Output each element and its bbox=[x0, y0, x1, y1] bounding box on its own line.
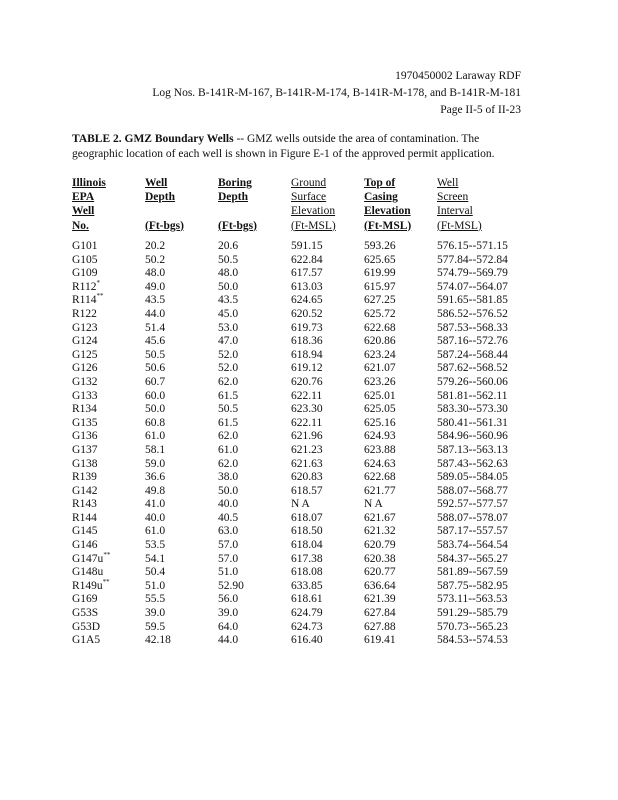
column-header-line: Surface bbox=[291, 191, 327, 204]
cell-screen-interval: 588.07--578.07 bbox=[437, 511, 508, 524]
cell-well-depth: 43.5 bbox=[145, 294, 166, 307]
column-header-line: EPA bbox=[72, 191, 95, 204]
cell-well-depth: 51.0 bbox=[145, 579, 166, 592]
cell-well-no: G142 bbox=[72, 484, 98, 497]
cell-boring-depth: 50.5 bbox=[218, 403, 239, 416]
cell-well-no: R144 bbox=[72, 511, 97, 524]
cell-boring-depth: 61.5 bbox=[218, 416, 239, 429]
column-header-line: Casing bbox=[364, 191, 398, 204]
cell-boring-depth: 50.0 bbox=[218, 484, 239, 497]
cell-casing-elevation: 615.97 bbox=[364, 280, 396, 293]
cell-well-no: G136 bbox=[72, 430, 98, 443]
cell-well-no: G124 bbox=[72, 335, 98, 348]
cell-casing-elevation: 621.32 bbox=[364, 525, 396, 538]
cell-ground-elevation: 618.04 bbox=[291, 539, 323, 552]
log-numbers-line: Log Nos. B-141R-M-167, B-141R-M-174, B-141R-M-178, and B-141R-M-181 bbox=[152, 87, 521, 99]
cell-casing-elevation: 621.07 bbox=[364, 362, 396, 375]
cell-ground-elevation: 622.11 bbox=[291, 416, 323, 429]
cell-ground-elevation: 624.65 bbox=[291, 294, 323, 307]
cell-casing-elevation: 623.88 bbox=[364, 443, 396, 456]
cell-boring-depth: 62.0 bbox=[218, 457, 239, 470]
cell-well-depth: 53.5 bbox=[145, 539, 166, 552]
footnote-marker: ** bbox=[103, 550, 111, 559]
cell-boring-depth: 20.6 bbox=[218, 240, 239, 252]
cell-well-depth: 49.0 bbox=[145, 280, 166, 293]
cell-screen-interval: 574.79--569.79 bbox=[437, 267, 508, 280]
cell-screen-interval: 587.62--568.52 bbox=[437, 362, 508, 375]
cell-boring-depth: 57.0 bbox=[218, 539, 239, 552]
cell-casing-elevation: 620.86 bbox=[364, 335, 396, 348]
cell-ground-elevation: 618.08 bbox=[291, 566, 323, 579]
cell-ground-elevation: 622.84 bbox=[291, 253, 323, 266]
column-header-line: Depth bbox=[218, 191, 249, 204]
column-header-line: Elevation bbox=[291, 205, 336, 218]
cell-screen-interval: 587.43--562.63 bbox=[437, 457, 508, 470]
cell-well-depth: 50.5 bbox=[145, 348, 166, 361]
column-header-boring-depth bbox=[218, 176, 257, 233]
cell-casing-elevation: 622.68 bbox=[364, 321, 396, 334]
cell-well-depth: 55.5 bbox=[145, 593, 166, 606]
cell-screen-interval: 589.05--584.05 bbox=[437, 471, 508, 484]
table-label: TABLE 2. GMZ Boundary Wells bbox=[72, 133, 234, 145]
cell-screen-interval: 592.57--577.57 bbox=[437, 498, 508, 511]
cell-well-depth: 50.6 bbox=[145, 362, 166, 375]
cell-boring-depth: 52.0 bbox=[218, 362, 239, 375]
column-header-line: (Ft-bgs) bbox=[218, 219, 257, 232]
cell-boring-depth: 61.5 bbox=[218, 389, 239, 402]
cell-boring-depth: 44.0 bbox=[218, 634, 239, 647]
cell-boring-depth: 63.0 bbox=[218, 525, 239, 538]
cell-screen-interval: 581.81--562.11 bbox=[437, 389, 508, 402]
cell-ground-elevation: 633.85 bbox=[291, 579, 323, 592]
cell-well-no: G109 bbox=[72, 267, 98, 280]
cell-casing-elevation: 621.67 bbox=[364, 511, 396, 524]
cell-well-no: G126 bbox=[72, 362, 98, 375]
cell-casing-elevation: 619.41 bbox=[364, 634, 396, 647]
cell-ground-elevation: 622.11 bbox=[291, 389, 323, 402]
cell-ground-elevation: 621.63 bbox=[291, 457, 323, 470]
column-header-casing-elevation bbox=[364, 176, 411, 233]
cell-casing-elevation: 623.26 bbox=[364, 375, 396, 388]
cell-screen-interval: 584.37--565.27 bbox=[437, 552, 508, 565]
caption-text: -- GMZ wells outside the area of contamination. The bbox=[233, 133, 480, 145]
cell-well-depth: 61.0 bbox=[145, 525, 166, 538]
cell-well-no: G135 bbox=[72, 416, 98, 429]
document-id-line: 1970450002 Laraway RDF bbox=[395, 70, 521, 82]
column-header-line: Well bbox=[437, 177, 459, 189]
cell-ground-elevation: 591.15 bbox=[291, 240, 323, 252]
cell-ground-elevation: N A bbox=[291, 498, 310, 511]
cell-casing-elevation: N A bbox=[364, 498, 383, 511]
cell-screen-interval: 586.52--576.52 bbox=[437, 307, 508, 320]
column-header-line: No. bbox=[72, 219, 89, 232]
cell-casing-elevation: 627.84 bbox=[364, 607, 396, 620]
cell-well-depth: 58.1 bbox=[145, 443, 166, 456]
cell-screen-interval: 587.13--563.13 bbox=[437, 443, 508, 456]
cell-casing-elevation: 627.25 bbox=[364, 294, 396, 307]
cell-boring-depth: 40.0 bbox=[218, 498, 239, 511]
cell-well-depth: 42.18 bbox=[145, 634, 171, 647]
cell-well-no: G147u** bbox=[72, 550, 111, 565]
cell-boring-depth: 53.0 bbox=[218, 321, 239, 334]
cell-screen-interval: 588.07--568.77 bbox=[437, 484, 508, 497]
column-header-line bbox=[218, 204, 257, 218]
cell-well-no: G145 bbox=[72, 525, 98, 538]
page-number: Page II-5 of II-23 bbox=[440, 104, 521, 116]
footnote-marker: ** bbox=[96, 292, 104, 301]
cell-screen-interval: 584.96--560.96 bbox=[437, 430, 508, 443]
cell-well-no: R139 bbox=[72, 471, 97, 484]
cell-well-depth: 48.0 bbox=[145, 267, 166, 280]
cell-well-depth: 51.4 bbox=[145, 321, 166, 334]
cell-well-no: G125 bbox=[72, 348, 98, 361]
cell-well-no: G133 bbox=[72, 389, 98, 402]
cell-screen-interval: 570.73--565.23 bbox=[437, 620, 508, 633]
cell-screen-interval: 583.74--564.54 bbox=[437, 539, 508, 552]
column-header-line: Boring bbox=[218, 177, 252, 189]
cell-well-no: G137 bbox=[72, 443, 98, 456]
column-header-line: Depth bbox=[145, 191, 176, 204]
cell-well-depth: 41.0 bbox=[145, 498, 166, 511]
cell-well-no: R114** bbox=[72, 292, 104, 307]
column-header-ground-elevation bbox=[291, 176, 336, 233]
cell-ground-elevation: 621.96 bbox=[291, 430, 323, 443]
column-header-line: Well bbox=[145, 177, 168, 189]
cell-boring-depth: 51.0 bbox=[218, 566, 239, 579]
cell-boring-depth: 62.0 bbox=[218, 430, 239, 443]
cell-well-no: R112* bbox=[72, 278, 100, 293]
column-header-line: Interval bbox=[437, 205, 473, 218]
cell-boring-depth: 47.0 bbox=[218, 335, 239, 348]
cell-screen-interval: 587.17--557.57 bbox=[437, 525, 508, 538]
cell-well-depth: 36.6 bbox=[145, 471, 166, 484]
cell-screen-interval: 579.26--560.06 bbox=[437, 375, 508, 388]
cell-ground-elevation: 619.73 bbox=[291, 321, 323, 334]
column-header-well-no bbox=[72, 176, 106, 233]
cell-boring-depth: 43.5 bbox=[218, 294, 239, 307]
cell-ground-elevation: 620.83 bbox=[291, 471, 323, 484]
column-header-line: Ground bbox=[291, 177, 327, 189]
cell-casing-elevation: 625.65 bbox=[364, 253, 396, 266]
cell-ground-elevation: 618.07 bbox=[291, 511, 323, 524]
cell-well-no: G1A5 bbox=[72, 634, 101, 647]
cell-well-no: R122 bbox=[72, 307, 97, 320]
cell-well-no: G138 bbox=[72, 457, 98, 470]
cell-ground-elevation: 620.76 bbox=[291, 375, 323, 388]
cell-boring-depth: 39.0 bbox=[218, 607, 239, 620]
cell-casing-elevation: 621.77 bbox=[364, 484, 396, 497]
cell-casing-elevation: 625.01 bbox=[364, 389, 396, 402]
cell-ground-elevation: 618.94 bbox=[291, 348, 323, 361]
cell-well-depth: 50.4 bbox=[145, 566, 166, 579]
cell-ground-elevation: 616.40 bbox=[291, 634, 323, 647]
column-header-well-depth bbox=[145, 176, 184, 233]
footnote-marker: ** bbox=[102, 577, 110, 586]
cell-well-no: G148u bbox=[72, 566, 104, 579]
cell-ground-elevation: 621.23 bbox=[291, 443, 323, 456]
cell-screen-interval: 587.24--568.44 bbox=[437, 348, 508, 361]
cell-well-depth: 40.0 bbox=[145, 511, 166, 524]
cell-boring-depth: 40.5 bbox=[218, 511, 239, 524]
cell-casing-elevation: 625.05 bbox=[364, 403, 396, 416]
cell-screen-interval: 591.65--581.85 bbox=[437, 294, 508, 307]
cell-ground-elevation: 624.73 bbox=[291, 620, 323, 633]
cell-well-no: G101 bbox=[72, 240, 98, 252]
cell-ground-elevation: 613.03 bbox=[291, 280, 323, 293]
cell-ground-elevation: 620.52 bbox=[291, 307, 323, 320]
cell-well-depth: 61.0 bbox=[145, 430, 166, 443]
cell-casing-elevation: 620.38 bbox=[364, 552, 396, 565]
cell-casing-elevation: 620.79 bbox=[364, 539, 396, 552]
cell-casing-elevation: 621.39 bbox=[364, 593, 396, 606]
cell-ground-elevation: 618.57 bbox=[291, 484, 323, 497]
cell-screen-interval: 587.53--568.33 bbox=[437, 321, 508, 334]
cell-casing-elevation: 627.88 bbox=[364, 620, 396, 633]
cell-well-no: G123 bbox=[72, 321, 98, 334]
cell-well-depth: 54.1 bbox=[145, 552, 166, 565]
cell-casing-elevation: 619.99 bbox=[364, 267, 396, 280]
cell-ground-elevation: 618.61 bbox=[291, 593, 323, 606]
cell-boring-depth: 50.5 bbox=[218, 253, 239, 266]
cell-boring-depth: 50.0 bbox=[218, 280, 239, 293]
cell-screen-interval: 591.29--585.79 bbox=[437, 607, 508, 620]
cell-well-depth: 59.5 bbox=[145, 620, 166, 633]
cell-well-depth: 50.2 bbox=[145, 253, 166, 266]
cell-well-depth: 20.2 bbox=[145, 240, 166, 252]
cell-screen-interval: 581.89--567.59 bbox=[437, 566, 508, 579]
footnote-marker: * bbox=[96, 278, 100, 287]
cell-screen-interval: 587.16--572.76 bbox=[437, 335, 508, 348]
cell-well-no: G53D bbox=[72, 620, 101, 633]
cell-casing-elevation: 593.26 bbox=[364, 240, 396, 252]
cell-screen-interval: 583.30--573.30 bbox=[437, 403, 508, 416]
cell-boring-depth: 52.0 bbox=[218, 348, 239, 361]
cell-well-no: G146 bbox=[72, 539, 98, 552]
column-header-screen-interval bbox=[437, 176, 482, 233]
table-caption bbox=[72, 133, 479, 145]
cell-well-depth: 45.6 bbox=[145, 335, 166, 348]
cell-well-depth: 49.8 bbox=[145, 484, 166, 497]
column-header-line: Top of bbox=[364, 177, 396, 189]
cell-well-no: G169 bbox=[72, 593, 98, 606]
cell-screen-interval: 584.53--574.53 bbox=[437, 634, 508, 647]
cell-casing-elevation: 623.24 bbox=[364, 348, 396, 361]
cell-ground-elevation: 617.38 bbox=[291, 552, 323, 565]
column-header-line: (Ft-bgs) bbox=[145, 219, 184, 232]
cell-well-no: R143 bbox=[72, 498, 97, 511]
cell-well-no: R134 bbox=[72, 403, 97, 416]
cell-boring-depth: 52.90 bbox=[218, 579, 244, 592]
cell-well-depth: 44.0 bbox=[145, 307, 166, 320]
cell-casing-elevation: 622.68 bbox=[364, 471, 396, 484]
cell-well-depth: 39.0 bbox=[145, 607, 166, 620]
cell-casing-elevation: 625.16 bbox=[364, 416, 396, 429]
cell-screen-interval: 574.07--564.07 bbox=[437, 280, 508, 293]
column-header-line: Well bbox=[72, 205, 95, 218]
cell-casing-elevation: 636.64 bbox=[364, 579, 396, 592]
cell-ground-elevation: 623.30 bbox=[291, 403, 323, 416]
cell-well-no: G53S bbox=[72, 607, 99, 620]
column-header-line: Illinois bbox=[72, 177, 106, 189]
cell-boring-depth: 57.0 bbox=[218, 552, 239, 565]
cell-casing-elevation: 620.77 bbox=[364, 566, 396, 579]
cell-ground-elevation: 618.50 bbox=[291, 525, 323, 538]
column-header-line: Screen bbox=[437, 191, 469, 204]
cell-casing-elevation: 625.72 bbox=[364, 307, 396, 320]
cell-well-depth: 50.0 bbox=[145, 403, 166, 416]
cell-ground-elevation: 619.12 bbox=[291, 362, 323, 375]
column-header-line: (Ft-MSL) bbox=[437, 219, 482, 232]
cell-well-no: R149u** bbox=[72, 577, 110, 592]
cell-screen-interval: 577.84--572.84 bbox=[437, 253, 508, 266]
cell-boring-depth: 56.0 bbox=[218, 593, 239, 606]
column-header-line bbox=[145, 204, 184, 218]
cell-ground-elevation: 624.79 bbox=[291, 607, 323, 620]
cell-screen-interval: 576.15--571.15 bbox=[437, 240, 508, 252]
cell-ground-elevation: 618.36 bbox=[291, 335, 323, 348]
cell-well-depth: 59.0 bbox=[145, 457, 166, 470]
cell-boring-depth: 45.0 bbox=[218, 307, 239, 320]
cell-well-depth: 60.0 bbox=[145, 389, 166, 402]
column-header-line: (Ft-MSL) bbox=[364, 219, 412, 232]
cell-boring-depth: 64.0 bbox=[218, 620, 239, 633]
cell-screen-interval: 580.41--561.31 bbox=[437, 416, 508, 429]
cell-well-depth: 60.7 bbox=[145, 375, 166, 388]
cell-screen-interval: 573.11--563.53 bbox=[437, 593, 508, 606]
cell-boring-depth: 61.0 bbox=[218, 443, 239, 456]
cell-well-no: G105 bbox=[72, 253, 98, 266]
cell-casing-elevation: 624.63 bbox=[364, 457, 396, 470]
cell-casing-elevation: 624.93 bbox=[364, 430, 396, 443]
cell-ground-elevation: 617.57 bbox=[291, 267, 323, 280]
cell-screen-interval: 587.75--582.95 bbox=[437, 579, 508, 592]
column-header-line: Elevation bbox=[364, 205, 411, 218]
column-header-line: (Ft-MSL) bbox=[291, 219, 336, 232]
cell-boring-depth: 48.0 bbox=[218, 267, 239, 280]
cell-well-no: G132 bbox=[72, 375, 98, 388]
caption-text-2: geographic location of each well is shown in Figure E-1 of the approved permit application. bbox=[72, 148, 495, 160]
cell-well-depth: 60.8 bbox=[145, 416, 166, 429]
cell-boring-depth: 38.0 bbox=[218, 471, 239, 484]
cell-boring-depth: 62.0 bbox=[218, 375, 239, 388]
